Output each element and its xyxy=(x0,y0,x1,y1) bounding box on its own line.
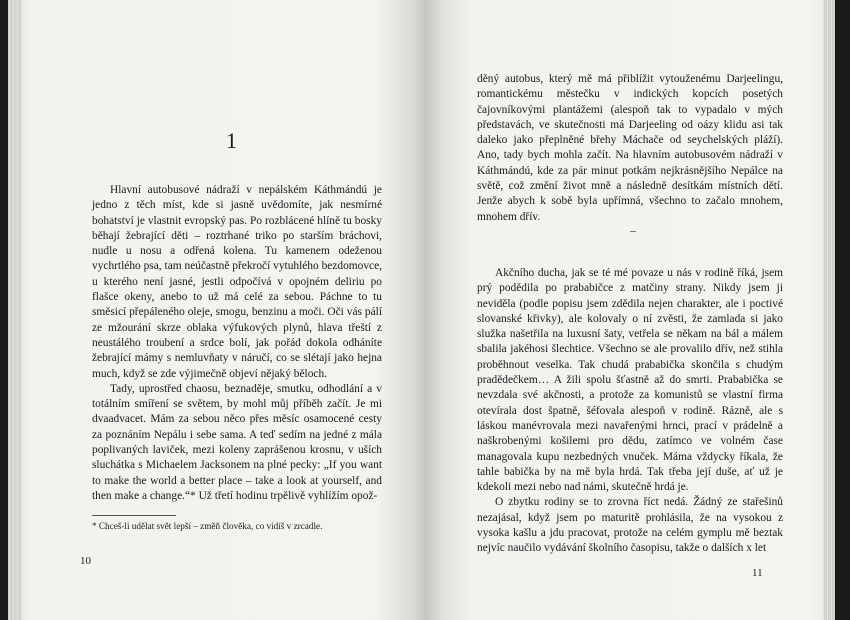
left-page-body xyxy=(92,183,382,504)
footnote: * Chceš-li udělat svět lepší – změň člověka, co vidíš v zrcadle. xyxy=(92,521,323,531)
section-break-mark xyxy=(630,231,636,232)
right-page-body-bottom xyxy=(477,266,783,557)
right-page-body-top xyxy=(477,72,783,225)
left-page xyxy=(8,0,425,620)
paragraph: Hlavní autobusové nádraží v nepálském Káthmándú je jedno z těch míst, kde si jasně uvědomíte, jak nesmírné bohatství je vlastnit evropský pas. Po rozblácené hlíně tu bosky běhají žebrající děti – roztrhané triko po starším bráchovi, nudle u nosu a odřená kolena. Tu kamenem odeženou vychrtlého psa, tam neúčastně překročí vytuhlého bezdomovce, u kterého není jasné, jestli odpočívá v opojném deliriu po flašce okeny, anebo to už má celé za sebou. Páchne to tu směsicí přepáleného oleje, smogu, benzinu a moči. Oči vás pálí ze mžourání skrze oblaka výfukových plynů, hlava třeští z neustálého troubení a srdce bolí, jak pořád dokola odháníte žebrající mámy s nemluvňaty v náručí, co se slétají jako hejna much, když se zde výjimečně objeví nějaký běloch. xyxy=(92,184,382,380)
paragraph: O zbytku rodiny se to zrovna říct nedá. Žádný ze stařešinů nezajásal, když jsem po maturitě prohlásila, že na vysokou z vysoka kašlu a jdu pracovat, protože na celém gymplu mě beztak nejvíc naučilo vydávání školního časopisu, takže o dalších x let xyxy=(477,496,783,555)
page-edges-right xyxy=(823,0,835,620)
right-page xyxy=(425,0,835,620)
chapter-number: 1 xyxy=(226,128,237,153)
page-number-right: 11 xyxy=(752,567,763,579)
paragraph: děný autobus, který mě má přiblížit vytouženému Darjeelingu, romantickému městečku v indických kopcích posetých čajovníkovými plantážemi (alespoň tak to vypadalo v mých představách, ve skutečnosti má Darjeeling od oázy klidu asi tak daleko jako přeplněné břehy Máchače od seychelských pláží). Ano, tady bych mohla začít. Na hlavním autobusovém nádraží v Káthmándú, kde za pár minut potkám nejkrásnějšího Nepálce na světě, což změní život mně a následně desítkám místních dětí. Jenže abych k sobě byla upřímná, všechno to začalo mnohem, mnohem dřív. xyxy=(477,73,783,223)
paragraph: Tady, uprostřed chaosu, beznaděje, smutku, odhodlání a v totálním smíření se světem, by mohl můj příběh začít. Je mi dvaadvacet. Mám za sebou něco přes měsíc osamocené cesty za poznáním Nepálu i sebe sama. A teď sedím na jedné z mála poplivaných laviček, mezi koleny zaprášenou krosnu, v uších sluchátka s Michaelem Jacksonem na plné pecky: „If you want to make the world a better place – take a look at yourself, and then make a change.“* Už třetí hodinu trpělivě vyhlížím opož- xyxy=(92,382,382,502)
paragraph: Akčního ducha, jak se té mé povaze u nás v rodině říká, jsem prý podědila po prababičce z matčiny strany. Nikdy jsem ji neviděla (podle popisu jsem zdědila nejen charakter, ale i poctivé slovanské křivky), ale kolovaly o ní zvěsti, že zamlada si jako služka našetřila na luxusní šaty, vetřela se někam na bál a málem sbalila jakéhosi šlechtice. Všechno se ale provalilo dřív, než stihla proběhnout veselka. Tak chudá prababička skončila s chudým pradědečkem… A žili spolu šťastně až do smrti. Prababička se nevzdala své akčnosti, a protože za komunistů se vlastní firma otevírala dost špatně, šéfovala alespoň v rodině. Rázně, ale s láskou manévrovala mezi navařenými hrnci, prací v prádelně a naškrobenými košilemi pro dědu, zatímco ve volném čase managovala kupu nezbedných vnuček. Máma vždycky říkala, že tahle babička by na mě byla hrdá. Tak třeba její duše, ať už je kdekoli mezi nebo nad námi, skutečně hrdá je. xyxy=(477,267,783,494)
footnote-rule xyxy=(92,515,176,516)
page-edges-left xyxy=(8,0,22,620)
page-number-left: 10 xyxy=(80,555,91,567)
